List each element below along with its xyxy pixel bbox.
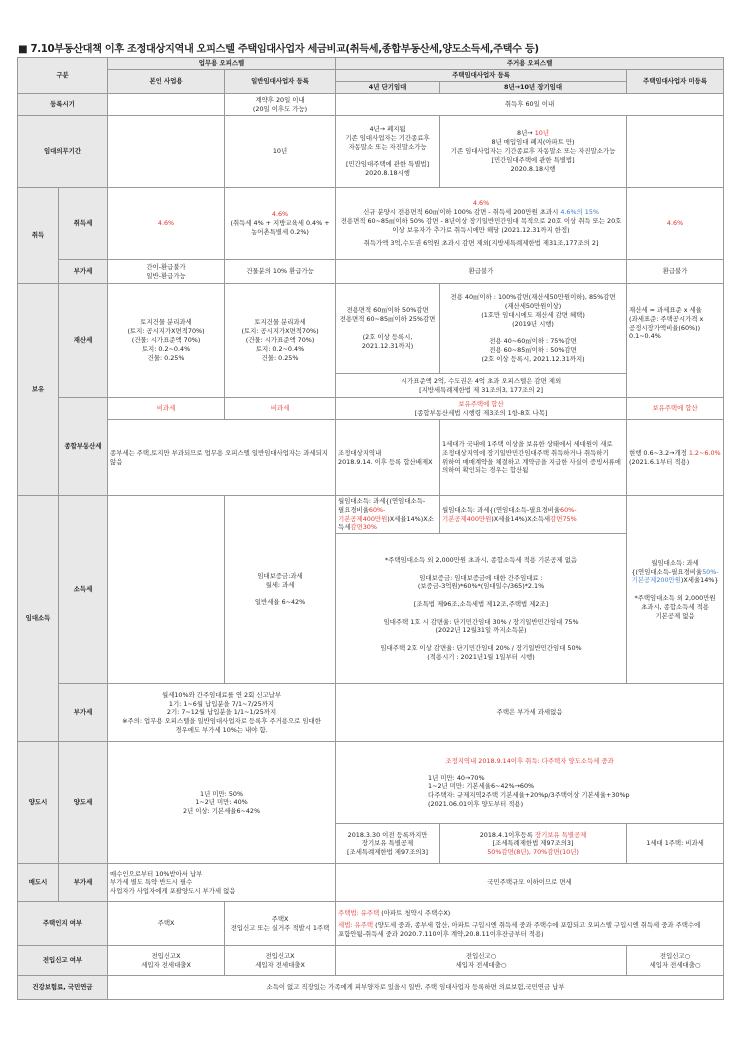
rental-income-group-label: 임대소득: [18, 496, 59, 742]
sale-vat-housing: 국민주택규모 이하이므로 면세: [336, 864, 724, 902]
house-count-general: 주택X 전입신고 또는 실거주 적발시 1주택: [225, 902, 336, 946]
capital-gains-long-reduction: 50%감면(8년), 70%감면(10년): [487, 848, 579, 857]
obligation-unregistered: [627, 116, 724, 188]
income-tax-unreg-highlight: 50%-기본공제200만원: [631, 567, 719, 585]
acq-tax-unregistered: 4.6%: [627, 188, 724, 260]
acq-tax-reg-rate: 4.6%: [472, 199, 490, 208]
comprehensive-long-term: 1세대가 국내에 1주택 이상을 보유한 상태에서 세대원이 새로 조정대상지역에 장기일반민간임대주택 취득하거나 취득하기 위하여 매매계약을 체결하고 계약금을 지급한 사실이 증빙서류에 의하여 확인되는 경우는 합산됨: [440, 420, 627, 496]
registration-self: [108, 94, 225, 116]
obligation-self: [108, 116, 225, 188]
acq-vat-unregistered: 환급불가: [627, 260, 724, 284]
income-tax-unreg-post: *주택임대소득 외 2,000만원 초과시, 종합소득세 적용 기본공제 없음: [634, 594, 716, 620]
house-count-residential: [336, 902, 724, 946]
sale-group-label: 매도시: [18, 864, 59, 902]
income-tax-unreg-mid: )X세율14%}: [680, 576, 719, 585]
property-tax-reg-note: 시가표준액 2억, 수도권은 4억 초과 오피스텔은 감면 제외 [지방세특례제한법 제 31조의3, 177조의 2]: [336, 374, 627, 398]
registration-label: 등록시기: [18, 94, 108, 116]
comprehensive-unregistered: 보유주택에 합산: [627, 398, 724, 420]
acq-vat-label: 부가세: [59, 260, 108, 284]
comprehensive-business-note: 종부세는 주택,토지만 부과되므로 업무용 오피스텔 일반임대사업자는 과세되지 않음: [108, 420, 336, 496]
header-short-term: 4년 단기임대: [336, 82, 440, 94]
comprehensive-tax-label: 종합부동산세: [59, 398, 108, 496]
header-unregistered: 주택임대사업자 미등록: [627, 70, 724, 94]
capital-gains-long-basis: [조세특례제한법 제97조의3]: [492, 839, 574, 848]
house-count-label: 주택인지 여부: [18, 902, 108, 946]
income-tax-long-reduction: 감면75%: [550, 514, 577, 523]
comprehensive-reg-highlight: 보유주택에 합산: [458, 399, 504, 408]
tax-comparison-table: [17, 57, 724, 1000]
comprehensive-self: 비과세: [108, 398, 225, 420]
transfer-group-label: 양도시: [18, 742, 59, 864]
capital-gains-long-pre: 2018.4.1이후등록: [479, 830, 535, 839]
sale-vat-label: 부가세: [59, 864, 108, 902]
move-in-registered: 전입신고○ 세입자 전세대출○: [336, 946, 627, 976]
property-tax-short-term: 전용면적 60㎡이하 50%감면 전용면적 60~85㎡이하 25%감면 (2호 이상 등록시, 2021.12.31까지): [336, 284, 440, 374]
holding-group-label: 보유: [18, 284, 59, 496]
comprehensive-unreg-highlight: 1.2~6.0%: [688, 448, 721, 457]
header-long-term: 8년→10년 장기임대: [440, 82, 627, 94]
income-tax-long-pre: 월임대소득: 과세{(연임대소득-필요경비율: [442, 505, 561, 514]
obligation-general: 10년: [225, 116, 336, 188]
registration-general: 계약후 20일 이내 (20일 이후도 가능): [225, 94, 336, 116]
acq-tax-self: 4.6%: [108, 188, 225, 260]
house-count-housing-law: 주택법: 유주택: [338, 908, 380, 917]
income-tax-long-term: [440, 496, 627, 534]
property-tax-general: 토지건물 분리과세 (토지: 공시지가X면적70%) (건물: 시가표준액 70%) 토지: 0.2~0.4% 건물: 0.25%: [225, 284, 336, 398]
header-residential-use: 주거용 오피스텔: [336, 58, 724, 70]
capital-gains-short-term: 2018.3.30 이전 등록까지만 장기보유 특별공제 [조세특례제한법 제97조의3]: [336, 824, 440, 864]
acq-vat-registered: 환급불가: [336, 260, 627, 284]
move-in-self: 전입신고X 세입자 전세대출X: [108, 946, 225, 976]
header-business-use: 업무용 오피스텔: [108, 58, 336, 70]
acq-tax-general: [225, 188, 336, 260]
header-category: 구분: [18, 58, 108, 94]
header-general-rental: 일반임대사업자 등록: [225, 70, 336, 94]
obligation-long-highlight: 10년: [534, 129, 549, 138]
income-tax-short-mid: )X세율14%)X소득세: [338, 514, 434, 532]
registration-housing: 취득후 60일 이내: [336, 94, 724, 116]
income-tax-self: [108, 496, 225, 684]
capital-gains-unregistered: 1세대 1주택: 비과세: [627, 824, 724, 864]
income-tax-unregistered: [627, 496, 724, 684]
property-tax-unregistered: 재산세 = 과세표준 x 세율 (과세표준: 주택공시가격 x 공정시장가액비율(60%)) 0.1~0.4%: [627, 284, 724, 398]
comprehensive-registered: [336, 398, 627, 420]
comprehensive-unreg-post: (2021.6.1부터 적용): [629, 457, 690, 466]
acquisition-group-label: 취득: [18, 188, 59, 284]
income-tax-short-pre: 월임대소득: 과세{(연임대소득-필요경비율: [338, 497, 426, 514]
move-in-general: 전입신고X 세입자 전세대출X: [225, 946, 336, 976]
house-count-tax-law-note: (양도세 중과, 종부세 합산, 아파트 구입시엔 취득세 중과 주택수에 포함되고 오피스텔 구입시엔 취득세 중과 주택수에 포함안됨-취득세 중과 2020.7.110이후 계약,20.8.11이후잔금부터 적용): [338, 921, 701, 939]
comprehensive-unreg-rate: [627, 420, 724, 496]
comprehensive-reg-basis: [종합부동산세법 시행령 제3조의 1항-8호 나목]: [414, 408, 548, 417]
capital-gains-housing: [336, 742, 724, 824]
obligation-long-rest: 8년 매입임대 폐지(아파트 만) 기존 임대사업자는 기간종료후 자동말소 또는 자진말소가능 [민간임대주택에 관한 특별법] 2020.8.18시행: [450, 138, 616, 173]
capital-gains-business: 1년 미만: 50% 1~2년 미만: 40% 2년 이상: 기본세율6~42%: [108, 742, 336, 864]
acq-vat-self: 간이-환급불가 일반-환급가능: [108, 260, 225, 284]
house-count-housing-law-note: (아파트 청약시 주택수X): [379, 908, 451, 917]
obligation-long-prefix: 8년→: [517, 129, 535, 138]
obligation-short-term: 4년→ 폐지됨 기존 임대사업자는 기간종료후 자동말소 또는 자진말소가능 [민간임대주택에 관한 특별법] 2020.8.18시행: [336, 116, 440, 188]
acq-tax-reg-line3: 취득가액 3억,수도권 6억원 초과시 감면 제외[지방세특례제한법 제31조,177조의 2]: [363, 238, 599, 247]
capital-gains-long-highlight: 장기보유 특별공제: [534, 830, 587, 839]
income-tax-short-reduction: 감면30%: [350, 523, 377, 532]
income-tax-label: 소득세: [59, 496, 108, 684]
acq-tax-registered: [336, 188, 627, 260]
capital-gains-housing-highlight: 조정지역내 2018.9.14이후 취득: 다주택자 양도소득세 중과: [445, 756, 614, 765]
obligation-long-term: [440, 116, 627, 188]
income-tax-unreg-pre: 월임대소득: 과세 {(연임대소득-필요경비율: [631, 558, 703, 576]
move-in-unregistered: 전입신고○ 세입자 전세대출○: [627, 946, 724, 976]
page-title: ■ 7.10부동산대책 이후 조정대상지역내 오피스텔 주택임대사업자 세금비교(취득세,종합부동산세,양도소득세,주택수 등): [18, 44, 539, 55]
acq-tax-reg-line2: 전용면적 60~85㎡이하 50% 감면 - 8년이상 장기일반민간임대 목적으로 20호 이상 취득 또는 20호 이상 보유자가 추가로 취득시에만 해당 (2021.12.31까지 한정): [340, 217, 622, 234]
income-tax-long-mid: )X세율14%)X소득세: [491, 514, 551, 523]
obligation-label: 임대의무기간: [18, 116, 108, 188]
comprehensive-unreg-pre: 현행 0.6~3.2→개정: [629, 448, 689, 457]
sale-vat-business: 매수인으로부터 10%받아서 납부 부가세 별도 특약 반드시 필수 사업자가 사업자에게 포괄양도시 부가세 없음: [108, 864, 336, 902]
income-tax-short-highlight: 60%-기본공제400만원: [338, 505, 388, 523]
acq-vat-general: 건물분의 10% 환급가능: [225, 260, 336, 284]
income-tax-common: *주택임대소득 외 2,000만원 초과시, 종합소득세 적용 기본공제 없음 임대보증금: 임대보증금에 대한 간주임대료 : (보증금-3억원)*60%*(임대일수/365)*2.1% [조특법 제96조,소득세법 제12조,주택법 제2조] 임대주택 1호 시 감면율: 단기민간임대 30% / 장기일반민간임대 75% (2022년 12월31일 까지소득분) 임대주택 2호 이상 감면율: 단기민간임대 20% / 장기일반민간임대 50% (적용시기 : 2021년1월 1일부터 시행): [336, 534, 627, 684]
comprehensive-general: 비과세: [225, 398, 336, 420]
house-count-tax-law: 세법: 유주택: [338, 921, 374, 930]
capital-gains-label: 양도세: [59, 742, 108, 864]
acq-tax-reg-line1-highlight: 4.6%의 15%: [560, 208, 599, 217]
capital-gains-long-term: [440, 824, 627, 864]
house-count-self: 주택X: [108, 902, 225, 946]
capital-gains-housing-rates: 1년 미만: 40→70% 1~2년 미만: 기본세율6~42%→60% 다주택자: 규제지역2주택 기본세율+20%p/3주택이상 기본세율+30%p (2021.06.01이후 양도부터 적용): [428, 773, 630, 809]
header-housing-rental-reg: 주택임대사업자 등록: [336, 70, 627, 82]
rental-vat-housing: 주택은 부가세 과세없음: [336, 684, 724, 742]
acq-tax-reg-line1: 신규 분양시 전용면적 60㎡이하 100% 감면 - 취득세 200만원 초과시: [363, 208, 561, 217]
insurance-label: 건강보험료, 국민연금: [18, 976, 108, 1000]
income-tax-short-term: [336, 496, 440, 534]
income-tax-general: 임대보증금:과세 월세: 과세 일반세율 6~42%: [225, 496, 336, 684]
property-tax-self: 토지건물 분리과세 (토지: 공시지가X면적70%) (건물: 시가표준액 70%) 토지: 0.2~0.4% 건물: 0.25%: [108, 284, 225, 398]
comprehensive-short-term: 조정대상지역내 2018.9.14. 이후 등록 합산배제X: [336, 420, 440, 496]
insurance-value: 소득이 없고 직장있는 가족에게 피부양자로 있을시 일반, 주택 임대사업자 등록하면 의료보험,국민연금 납부: [108, 976, 724, 1000]
property-tax-long-term: 전용 40㎡이하 : 100%감면(재산세50만원이하), 85%감면(재산세50만원이상) (1호만 임대시에도 재산세 감면 혜택) (2019년 시행) 전용 40~60㎡이하 : 75%감면 전용 60~85㎡이하 : 50%감면 (2호 이상 등록시, 2021.12.31까지): [440, 284, 627, 374]
move-in-label: 전입신고 여부: [18, 946, 108, 976]
acq-tax-general-breakdown: (취득세 4% + 지방교육세 0.4% + 농어촌특별세 0.2%): [230, 219, 330, 236]
rental-vat-business: 월세10%와 간주임대료를 연 2회 신고납부 1기: 1~6월 납입분을 7/1~7/25까지 2기: 7~12월 납입분을 1/1~1/25까지 ※주의: 업무용 오피스텔을 일반임대사업자로 등록후 주거용으로 임대한 경우에도 부가세 10%는 내야 함.: [108, 684, 336, 742]
header-self-business: 본인 사업용: [108, 70, 225, 94]
rental-vat-label: 부가세: [59, 684, 108, 742]
property-tax-label: 재산세: [59, 284, 108, 398]
income-tax-long-highlight: 60%-기본공제400만원: [442, 505, 577, 523]
acq-tax-general-rate: 4.6%: [271, 210, 289, 219]
acq-tax-label: 취득세: [59, 188, 108, 260]
